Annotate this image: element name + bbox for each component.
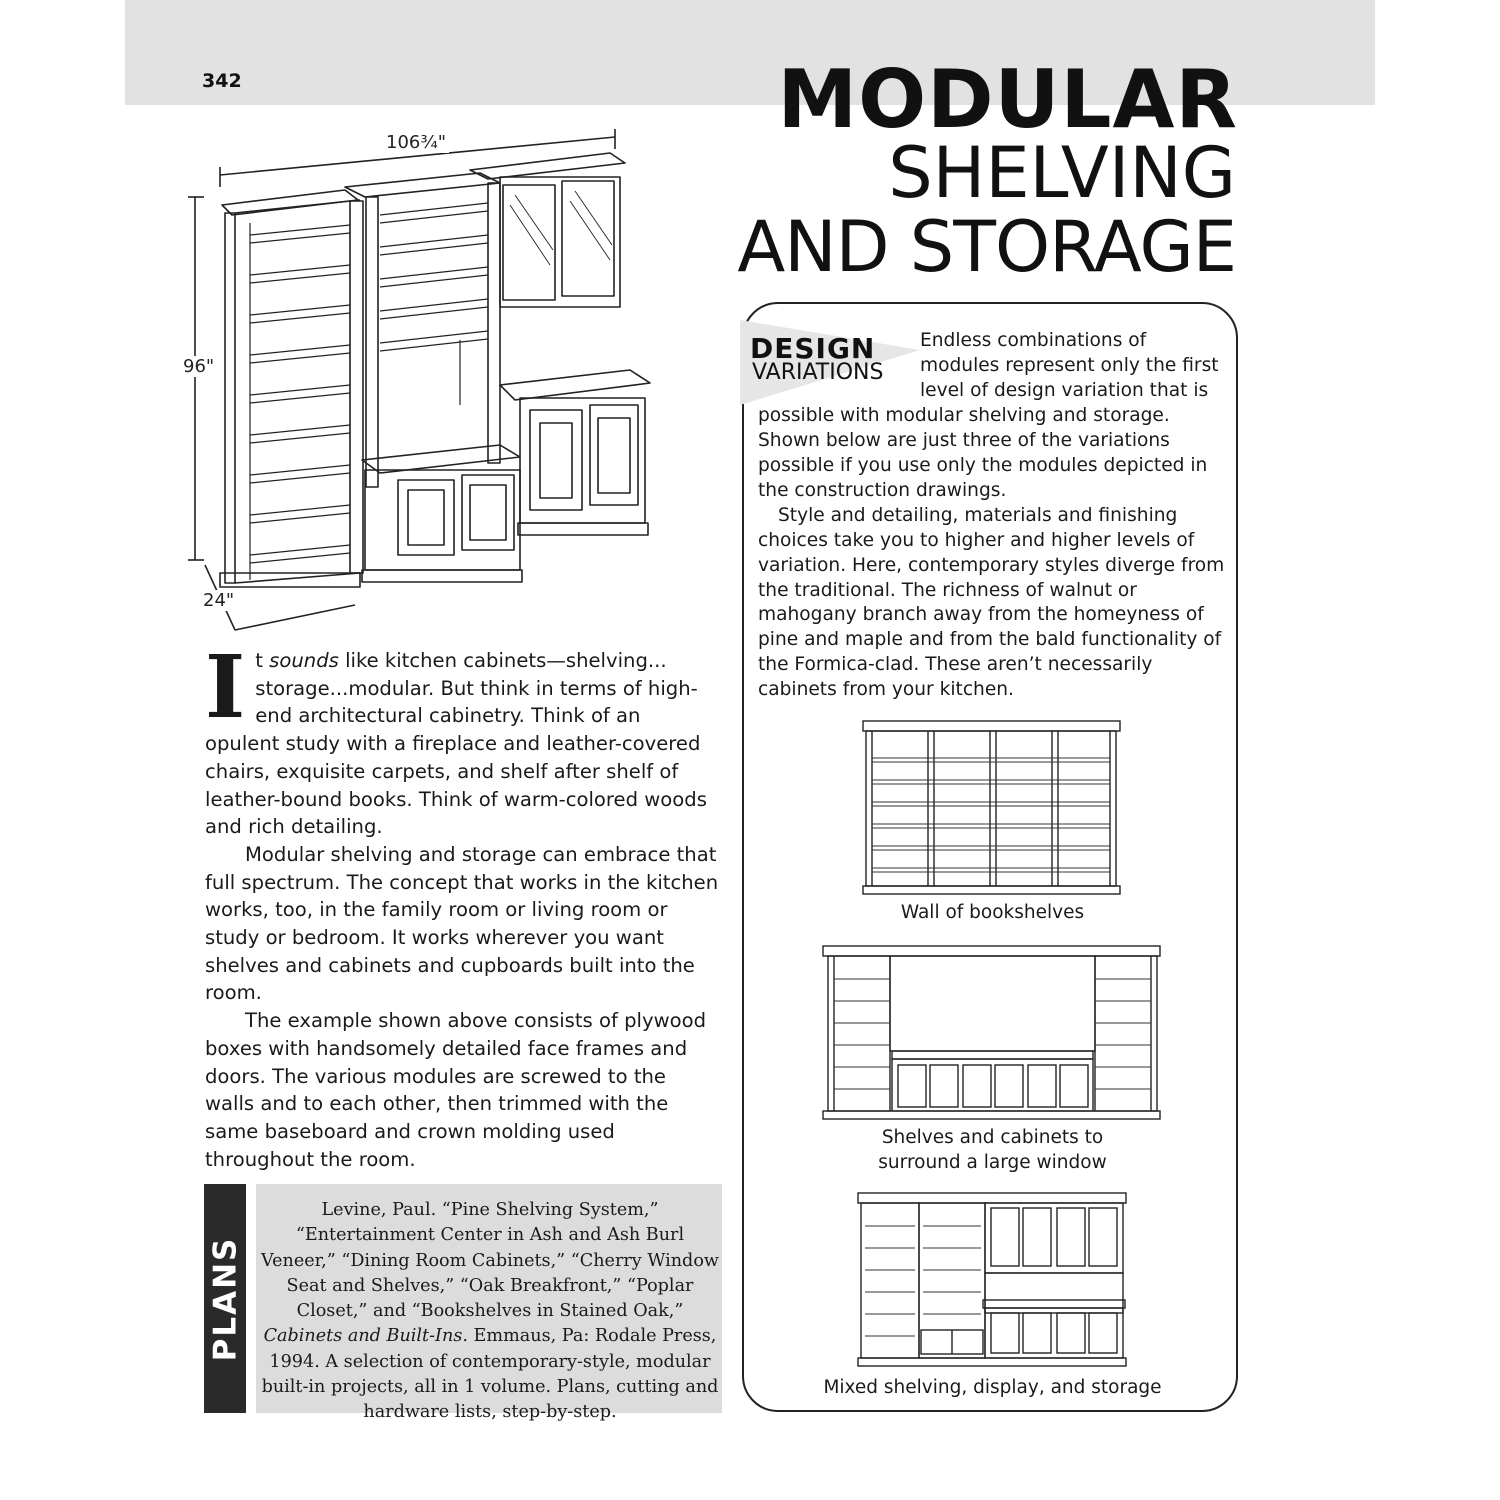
title-line-2: SHELVING <box>888 132 1236 214</box>
body-paragraph-2: Modular shelving and storage can embrace that full spectrum. The concept that works in the kitchen works, too, in the family room or living room or study or bedroom. It works wherever you want shelves and cabinets and cupboards built into the room. <box>205 842 719 1005</box>
body-text <box>205 637 720 1173</box>
plans-label-wrap <box>204 1184 246 1413</box>
plans-text <box>260 1198 720 1426</box>
drop-cap: I <box>205 637 246 738</box>
dimension-width: 106¾" <box>383 132 449 153</box>
cabinet-drawing <box>170 115 670 645</box>
title-line-3: AND STORAGE <box>737 206 1236 288</box>
plans-text-post: Emmaus, Pa: Rodale Press, 1994. A selection of contemporary-style, modular built-in projects, all in 1 volume. Plans, cutting and hardware lists, step-by-step. <box>261 1326 719 1423</box>
design-paragraph-2: Style and detailing, materials and finishing choices take you to higher and higher levels of variation. Here, contemporary styles diverge from the traditional. The richness of walnut or mahogany branch away from the homeyness of pine and maple and from the bald functionality of the Formica-clad. These aren’t necessarily cabinets from your kitchen. <box>758 504 1225 701</box>
caption-window <box>820 1125 1165 1175</box>
plans-text-pre: Levine, Paul. “Pine Shelving System,” “Entertainment Center in Ash and Ash Burl Veneer,” “Dining Room Cabinets,” “Cherry Window Seat and Shelves,” “Oak Breakfront,” “Poplar Closet,” and “Bookshelves in Stained Oak,” <box>261 1200 719 1322</box>
dimension-height: 96" <box>180 356 217 377</box>
plans-label: PLANS <box>207 1236 243 1361</box>
design-text <box>758 329 1228 703</box>
page-number: 342 <box>202 70 242 92</box>
variations-heading: VARIATIONS <box>752 360 884 385</box>
caption-mixed: Mixed shelving, display, and storage <box>823 1377 1162 1398</box>
caption-window-line-1: Shelves and cabinets to <box>881 1127 1104 1148</box>
body-p1-emphasis: sounds <box>269 649 339 672</box>
caption-bookshelves: Wall of bookshelves <box>900 902 1085 923</box>
elevation-window <box>820 943 1165 1123</box>
design-paragraph-1: Endless combinations of modules represent only the first level of design variation that is possible with modular shelving and storage. Shown below are just three of the variations possible if you use only the modules depicted in the construction drawings. <box>758 330 1219 501</box>
design-heading: DESIGN <box>750 332 876 365</box>
body-paragraph-3: The example shown above consists of plywood boxes with handsomely detailed face frames and doors. The various modules are screwed to the walls and to each other, then trimmed with the same baseboard and crown molding used throughout the room. <box>205 1009 707 1171</box>
dimension-depth: 24" <box>200 590 237 611</box>
caption-window-line-2: surround a large window <box>878 1152 1107 1173</box>
body-p1-post: like kitchen cabinets—shelving... storage...modular. But think in terms of high-end architectural cabinetry. Think of an opulent study with a fireplace and leather-covered chairs, exquisite carpets, and shelf after shelf of leather-bound books. Think of warm-colored woods and rich detailing. <box>205 649 707 839</box>
heading-space <box>758 329 920 403</box>
elevation-mixed <box>855 1190 1130 1370</box>
plans-text-title: Cabinets and Built-Ins. <box>263 1326 468 1347</box>
title-line-1: MODULAR <box>777 53 1238 146</box>
body-p1-pre: t <box>255 649 270 672</box>
elevation-bookshelves <box>860 718 1125 898</box>
